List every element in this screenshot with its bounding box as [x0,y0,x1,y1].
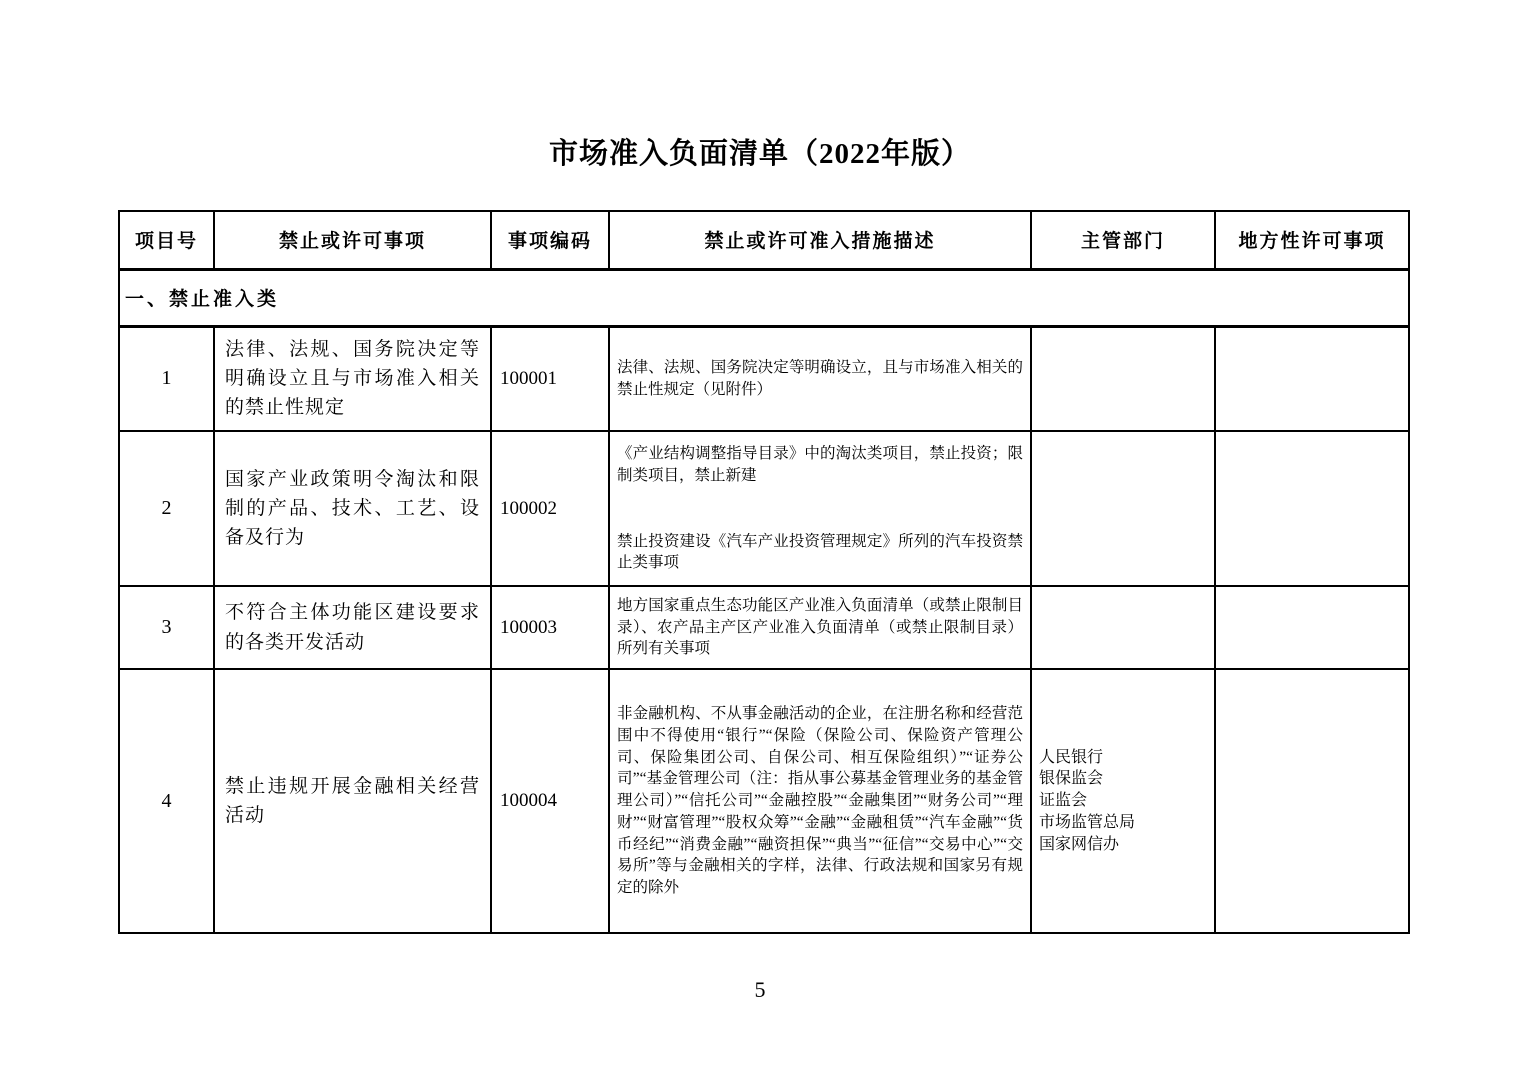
table-row [119,669,1409,933]
table-row [119,431,1409,586]
description-cell [609,326,1031,431]
section-header-row [119,269,1409,326]
negative-list-table [118,210,1410,934]
department-line: 市场监管总局 [1039,813,1136,831]
column-header-prohibited-or-licensed-matter: 禁止或许可事项 [214,211,491,269]
department-cell [1031,431,1215,586]
department-line: 人民银行 [1039,748,1104,766]
description-paragraph: 非金融机构、不从事金融活动的企业，在注册名称和经营范围中不得使用“银行”“保险（保险公司、保险资产管理公司、保险集团公司、自保公司、相互保险组织）”“证券公司”“基金管理公司（注：指从事公募基金管理业务的基金管理公司）”“信托公司”“金融控股”“金融集团”“财务公司”“理财”“财富管理”“股权众筹”“金融”“金融租赁”“汽车金融”“货币经纪”“消费金融”“融资担保”“典当”“征信”“交易中心”“交易所”等与金融相关的字样，法律、行政法规和国家另有规定的除外 [617,705,1023,896]
description-paragraph: 《产业结构调整指导目录》中的淘汰类项目，禁止投资；限制类项目，禁止新建 [617,445,1023,484]
column-header-competent-department: 主管部门 [1031,211,1215,269]
page-number: 5 [754,977,766,1002]
item-number-cell: 3 [119,586,214,669]
section-header-label: 一、禁止准入类 [119,269,1409,326]
local-matters-cell [1215,669,1409,933]
local-matters-cell [1215,431,1409,586]
column-header-measure-description: 禁止或许可准入措施描述 [609,211,1031,269]
code-cell: 100003 [491,586,609,669]
table-row [119,326,1409,431]
column-header-matter-code: 事项编码 [491,211,609,269]
item-number-cell: 4 [119,669,214,933]
description-cell [609,586,1031,669]
description-cell [609,669,1031,933]
matter-cell: 不符合主体功能区建设要求的各类开发活动 [214,586,491,669]
department-line: 国家网信办 [1039,835,1120,853]
item-number-cell: 1 [119,326,214,431]
table-row [119,586,1409,669]
matter-cell: 法律、法规、国务院决定等明确设立且与市场准入相关的禁止性规定 [214,326,491,431]
local-matters-cell [1215,326,1409,431]
local-matters-cell [1215,586,1409,669]
department-line: 证监会 [1039,792,1088,810]
column-header-item-number: 项目号 [119,211,214,269]
matter-cell: 禁止违规开展金融相关经营活动 [214,669,491,933]
description-paragraph: 地方国家重点生态功能区产业准入负面清单（或禁止限制目录）、农产品主产区产业准入负面清单（或禁止限制目录）所列有关事项 [617,596,1023,658]
description-cell [609,431,1031,586]
department-cell [1031,586,1215,669]
code-cell: 100001 [491,326,609,431]
matter-cell: 国家产业政策明令淘汰和限制的产品、技术、工艺、设备及行为 [214,431,491,586]
table-header-row [119,211,1409,269]
department-cell [1031,669,1215,933]
department-cell [1031,326,1215,431]
page-title: 市场准入负面清单（2022年版） [548,138,971,170]
column-header-local-licensing-matters: 地方性许可事项 [1215,211,1409,269]
description-paragraph: 禁止投资建设《汽车产业投资管理规定》所列的汽车投资禁止类事项 [617,532,1023,572]
description-paragraph: 法律、法规、国务院决定等明确设立，且与市场准入相关的禁止性规定（见附件） [617,359,1023,398]
code-cell: 100004 [491,669,609,933]
department-line: 银保监会 [1039,770,1104,788]
item-number-cell: 2 [119,431,214,586]
code-cell: 100002 [491,431,609,586]
